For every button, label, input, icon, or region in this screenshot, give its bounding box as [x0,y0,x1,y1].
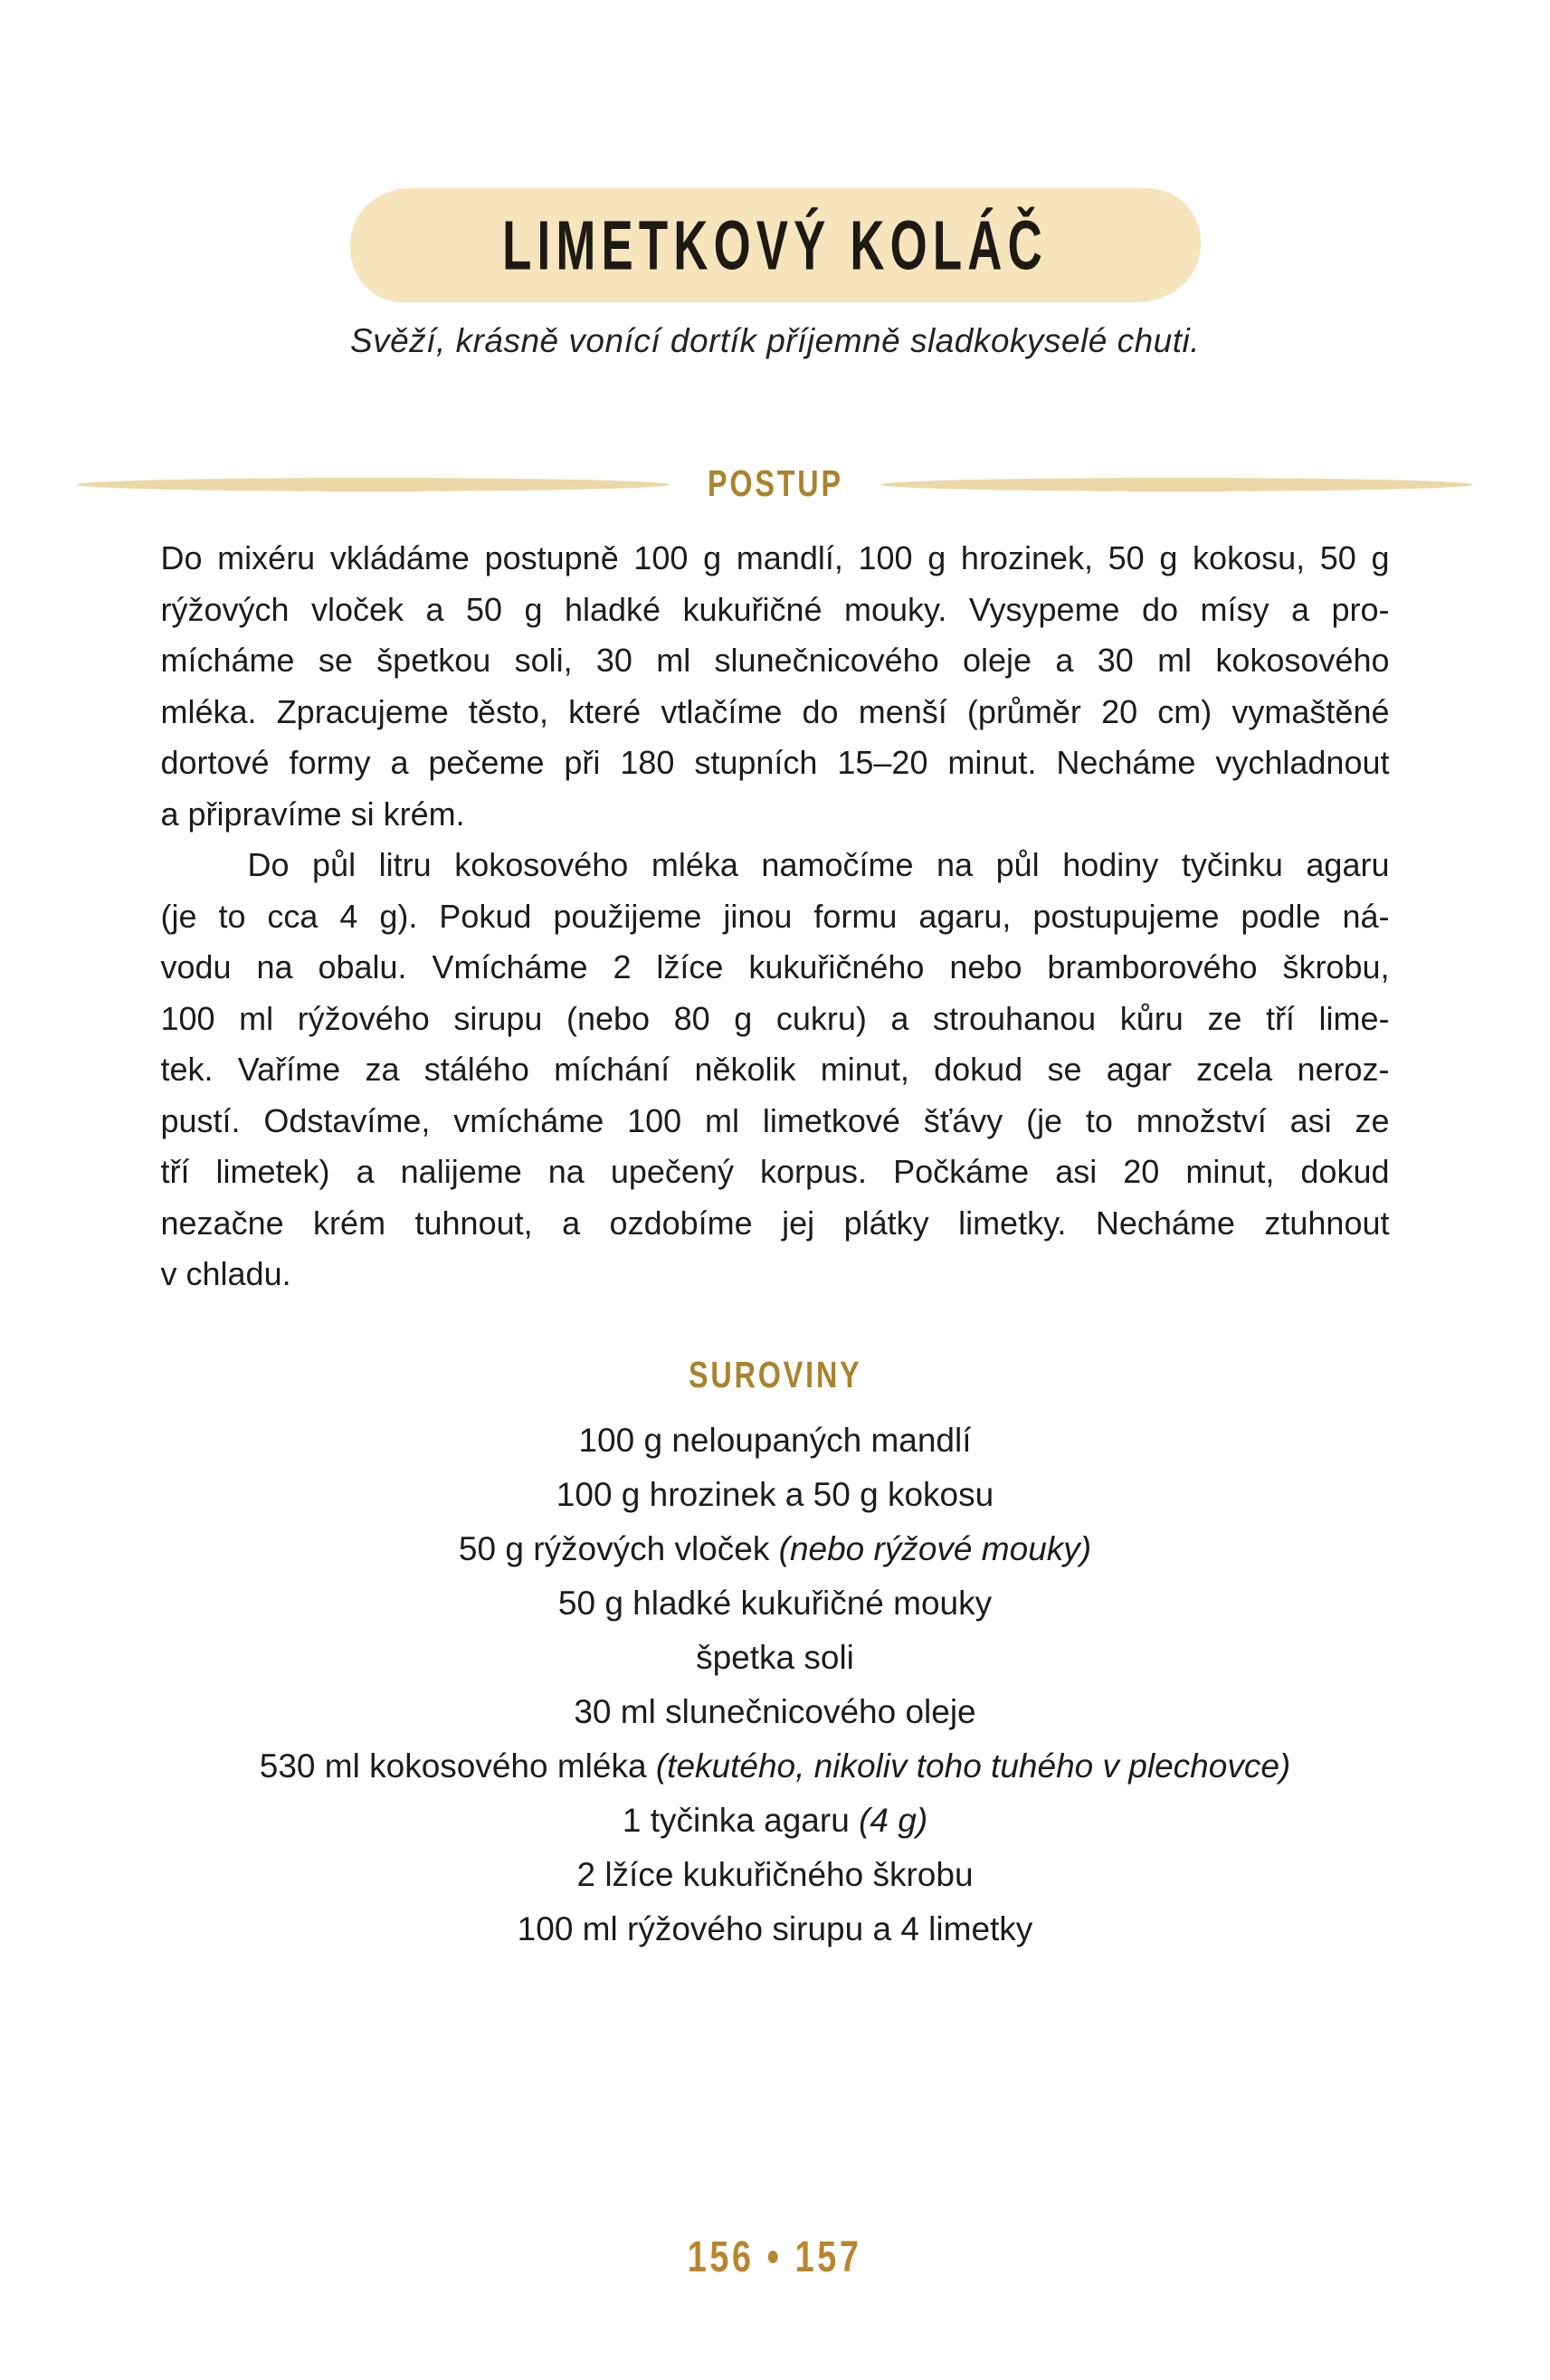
text-line: mícháme se špetkou soli, 30 ml slunečnicového oleje a 30 ml kokosového [160,642,1390,679]
ingredient-text: 100 g neloupaných mandlí [578,1421,972,1459]
ingredient-line [142,1468,1409,1522]
text-line: a připravíme si krém. [160,795,465,833]
ingredient-note: (nebo rýžové mouky) [778,1529,1092,1567]
text-line: (je to cca 4 g). Pokud použijeme jinou formu agaru, postupujeme podle ná- [160,897,1390,935]
ingredient-line [142,1685,1409,1739]
ingredient-text: 50 g rýžových vloček [458,1529,770,1567]
ingredient-text: 530 ml kokosového mléka [259,1747,647,1785]
text-line: pustí. Odstavíme, vmícháme 100 ml limetkové šťávy (je to množství asi ze [160,1101,1390,1139]
text-line: 100 ml rýžového sirupu (nebo 80 g cukru) a strouhanou kůru ze tří lime- [160,999,1390,1037]
text-line: tek. Vaříme za stálého míchání několik minut, dokud se agar zcela neroz- [160,1051,1390,1088]
instructions-paragraph-2 [161,840,1390,1300]
text-line: tří limetek) a nalijeme na upečený korpus. Počkáme asi 20 minut, dokud [160,1153,1390,1190]
ingredient-line [142,1794,1409,1848]
instructions-paragraph-1 [161,533,1390,840]
ingredient-line [142,1902,1409,1956]
suroviny-heading: SUROVINY [688,1354,862,1396]
suroviny-heading-wrap [0,1354,1550,1396]
ingredient-line [142,1576,1409,1631]
ingredient-line [142,1848,1409,1902]
title-highlight-blob [350,188,1201,302]
text-line: vodu na obalu. Vmícháme 2 lžíce kukuřičného nebo bramborového škrobu, [160,948,1390,985]
page-title: LIMETKOVÝ KOLÁČ [502,206,1048,284]
ingredient-text: 50 g hladké kukuřičné mouky [557,1584,993,1622]
text-line: dortové formy a pečeme při 180 stupních 15–20 minut. Necháme vychladnout [160,744,1390,781]
text-line: rýžových vloček a 50 g hladké kukuřičné mouky. Vysypeme do mísy a pro- [160,590,1390,628]
ingredient-note: (4 g) [859,1801,928,1839]
text-line: Do půl litru kokosového mléka namočíme na půl hodiny tyčinku agaru [247,846,1390,883]
ingredient-line [142,1414,1409,1468]
text-line: nezačne krém tuhnout, a ozdobíme jej plátky limetky. Necháme ztuhnout [160,1204,1390,1242]
ingredient-line [142,1631,1409,1685]
text-line: mléka. Zpracujeme těsto, které vtlačíme do menší (průměr 20 cm) vymaštěné [160,692,1390,730]
postup-heading: POSTUP [707,463,843,505]
ingredient-text: 100 g hrozinek a 50 g kokosu [556,1475,994,1513]
ingredient-text: 30 ml slunečnicového oleje [574,1692,976,1730]
text-line: v chladu. [160,1255,291,1292]
ingredient-text: 1 tyčinka agaru [622,1801,850,1839]
page-numbers-text: 156 • 157 [688,2232,862,2281]
ingredient-text: 100 ml rýžového sirupu a 4 limetky [517,1909,1033,1947]
ingredient-text: špetka soli [696,1638,854,1676]
ingredient-line [142,1739,1409,1794]
recipe-page [0,188,1550,2380]
recipe-subtitle: Svěží, krásně vonící dortík příjemně sladkokyselé chuti. [349,322,1201,359]
text-line: Do mixéru vkládáme postupně 100 g mandlí, 100 g hrozinek, 50 g kokosu, 50 g [160,539,1390,576]
ingredient-note: (tekutého, nikoliv toho tuhého v plechovce) [655,1747,1291,1785]
postup-heading-row [0,463,1550,505]
heading-rule-right [880,478,1473,491]
ingredient-line [142,1522,1409,1576]
page-numbers [0,2232,1550,2281]
heading-rule-left [77,478,670,491]
ingredients-list [142,1414,1409,1956]
ingredient-text: 2 lžíce kukuřičného škrobu [576,1855,974,1893]
instructions-text [161,533,1390,1300]
